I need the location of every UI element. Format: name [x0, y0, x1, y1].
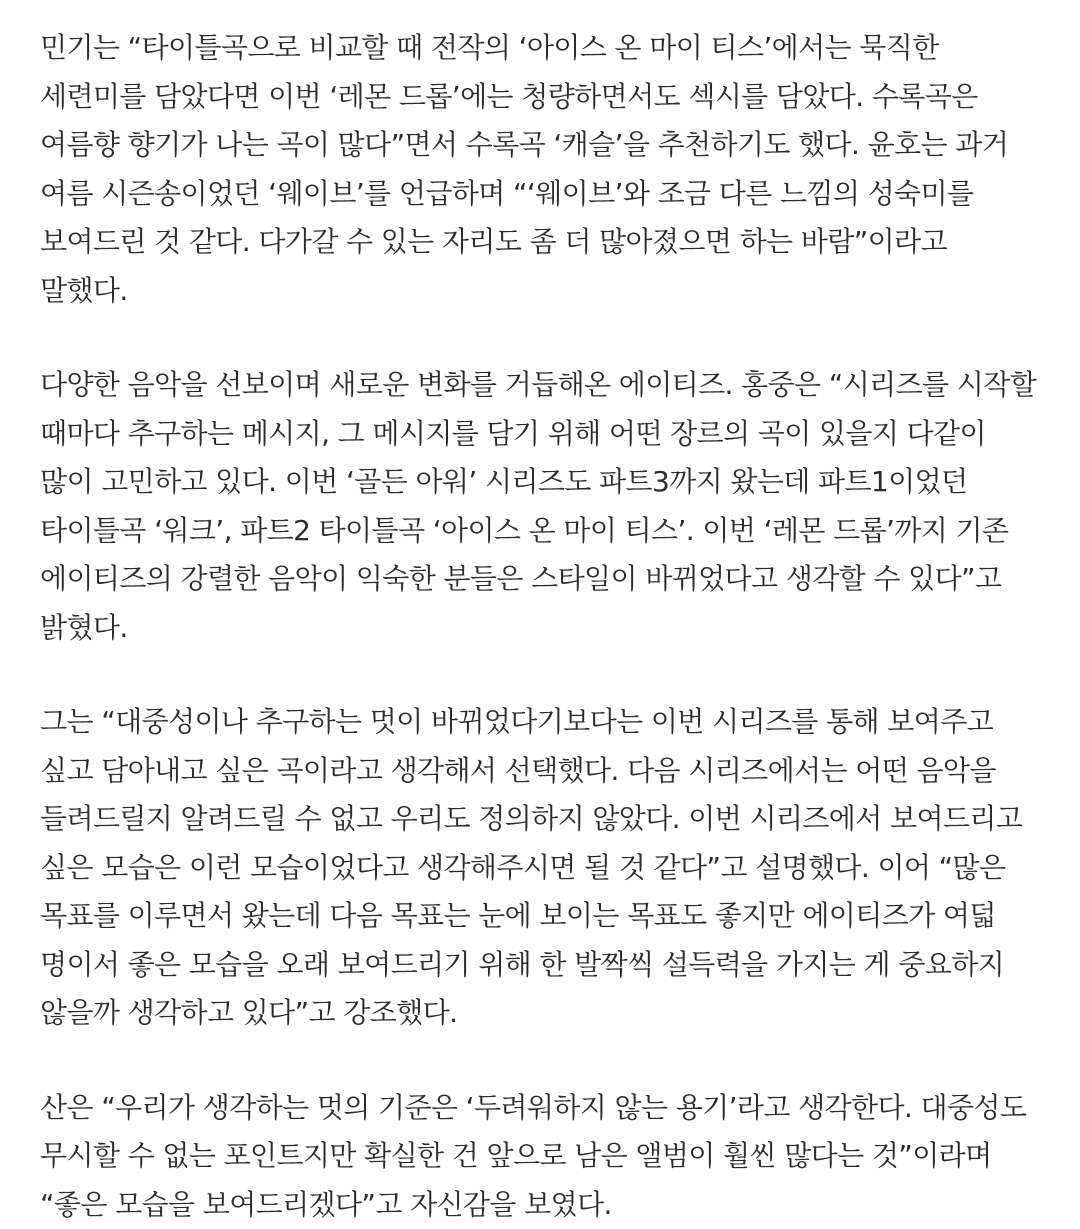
paragraph-mingi-yunho: 민기는 “타이틀곡으로 비교할 때 전작의 ‘아이스 온 마이 티스’에서는 묵직한 세련미를 담았다면 이번 ‘레몬 드롭’에는 청량하면서도 섹시를 담았다. 수록곡은 여름향 향기가 나는 곡이 많다”면서 수록곡 ‘캐슬’을 추천하기도 했다. 윤호는 과거 여름 시즌송이었던 ‘웨이브’를 언급하며 “‘웨이브’와 조금 다른 느낌의 성숙미를 보여드린 것 같다. 다가갈 수 있는 자리도 좀 더 많아졌으면 하는 바람”이라고 말했다. [40, 24, 1040, 315]
paragraph-hongjoong: 다양한 음악을 선보이며 새로운 변화를 거듭해온 에이티즈. 홍중은 “시리즈를 시작할 때마다 추구하는 메시지, 그 메시지를 담기 위해 어떤 장르의 곡이 있을지 다같이 많이 고민하고 있다. 이번 ‘골든 아워’ 시리즈도 파트3까지 왔는데 파트1이었던 타이틀곡 ‘워크’, 파트2 타이틀곡 ‘아이스 온 마이 티스’. 이번 ‘레몬 드롭’까지 기존 에이티즈의 강렬한 음악이 익숙한 분들은 스타일이 바뀌었다고 생각할 수 있다”고 밝혔다. [40, 361, 1040, 652]
paragraph-san: 산은 “우리가 생각하는 멋의 기준은 ‘두려워하지 않는 용기’라고 생각한다. 대중성도 무시할 수 없는 포인트지만 확실한 건 앞으로 남은 앨범이 훨씬 많다는 것”이라며 “좋은 모습을 보여드리겠다”고 자신감을 보였다. [40, 1084, 1040, 1229]
paragraph-series-goals: 그는 “대중성이나 추구하는 멋이 바뀌었다기보다는 이번 시리즈를 통해 보여주고 싶고 담아내고 싶은 곡이라고 생각해서 선택했다. 다음 시리즈에서는 어떤 음악을 들려드릴지 알려드릴 수 없고 우리도 정의하지 않았다. 이번 시리즈에서 보여드리고 싶은 모습은 이런 모습이었다고 생각해주시면 될 것 같다”고 설명했다. 이어 “많은 목표를 이루면서 왔는데 다음 목표는 눈에 보이는 목표도 좋지만 에이티즈가 여덟 명이서 좋은 모습을 오래 보여드리기 위해 한 발짝씩 설득력을 가지는 게 중요하지 않을까 생각하고 있다”고 강조했다. [40, 698, 1040, 1038]
